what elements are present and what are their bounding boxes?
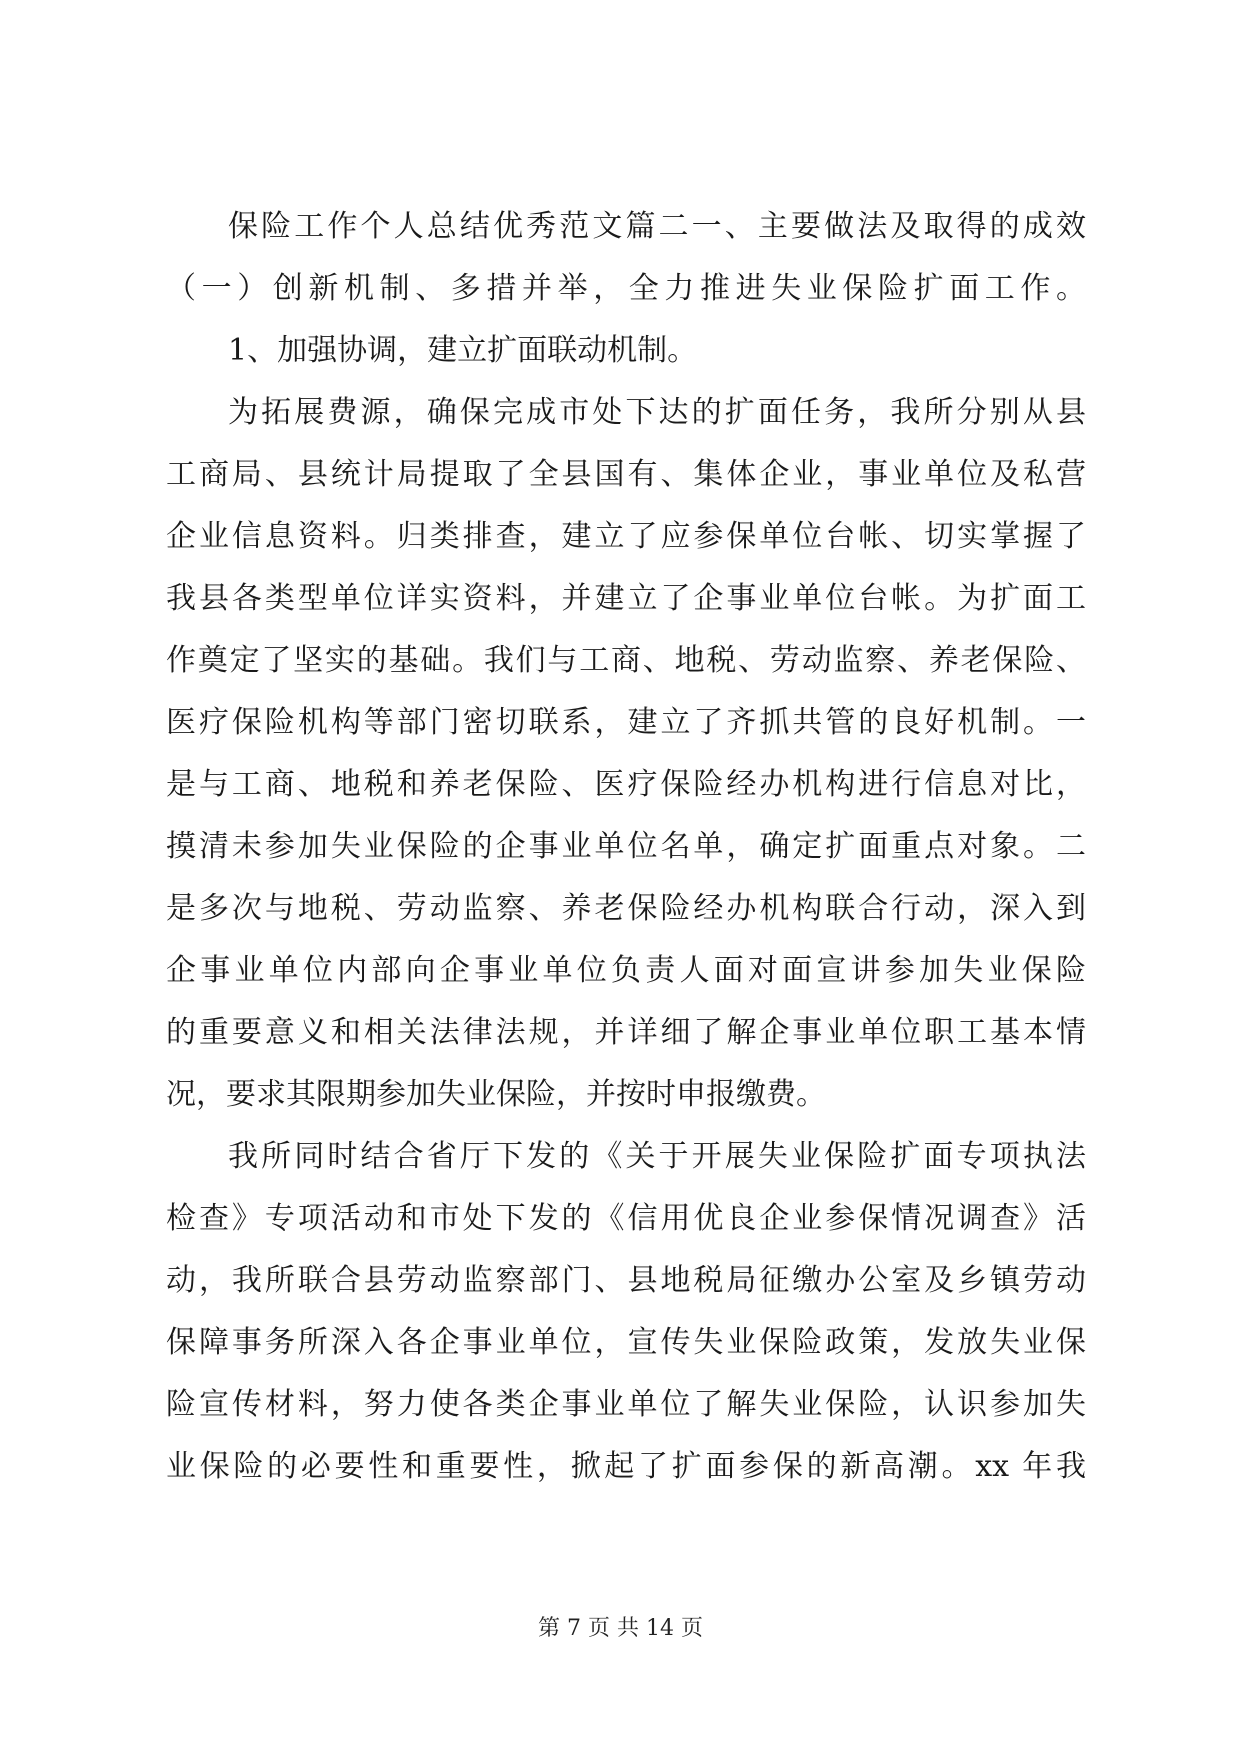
text-line: 企事业单位内部向企事业单位负责人面对面宣讲参加失业保险: [166, 953, 1086, 988]
text-line: 企业信息资料。归类排查，建立了应参保单位台帐、切实掌握了: [166, 519, 1086, 554]
text-line: 摸清未参加失业保险的企事业单位名单，确定扩面重点对象。二: [166, 829, 1086, 864]
text-line: 的重要意义和相关法律法规，并详细了解企事业单位职工基本情: [166, 1015, 1086, 1050]
text-line-subheading: 1、加强协调，建立扩面联动机制。: [228, 333, 698, 368]
text-line: 医疗保险机构等部门密切联系，建立了齐抓共管的良好机制。一: [166, 705, 1086, 740]
text-line: 是多次与地税、劳动监察、养老保险经办机构联合行动，深入到: [166, 891, 1086, 926]
text-line: 况，要求其限期参加失业保险，并按时申报缴费。: [166, 1077, 826, 1112]
text-line: 为拓展费源，确保完成市处下达的扩面任务，我所分别从县: [228, 395, 1086, 430]
text-line: 业保险的必要性和重要性，掀起了扩面参保的新高潮。xx 年我: [166, 1449, 1086, 1484]
page-number-footer: 第 7 页 共 14 页: [538, 1616, 703, 1641]
text-line-title: 保险工作个人总结优秀范文篇二一、主要做法及取得的成效: [228, 209, 1086, 244]
text-line: 险宣传材料，努力使各类企事业单位了解失业保险，认识参加失: [166, 1387, 1086, 1422]
text-line: 我县各类型单位详实资料，并建立了企事业单位台帐。为扩面工: [166, 581, 1086, 616]
text-line: 动，我所联合县劳动监察部门、县地税局征缴办公室及乡镇劳动: [166, 1263, 1086, 1298]
text-line-section-heading: （一）创新机制、多措并举，全力推进失业保险扩面工作。: [166, 271, 1086, 306]
text-line: 检查》专项活动和市处下发的《信用优良企业参保情况调查》活: [166, 1201, 1086, 1236]
text-line: 保障事务所深入各企事业单位，宣传失业保险政策，发放失业保: [166, 1325, 1086, 1360]
text-line: 是与工商、地税和养老保险、医疗保险经办机构进行信息对比，: [166, 767, 1086, 802]
text-line: 工商局、县统计局提取了全县国有、集体企业，事业单位及私营: [166, 457, 1086, 492]
text-line: 作奠定了坚实的基础。我们与工商、地税、劳动监察、养老保险、: [166, 643, 1086, 678]
text-line: 我所同时结合省厅下发的《关于开展失业保险扩面专项执法: [228, 1139, 1086, 1174]
